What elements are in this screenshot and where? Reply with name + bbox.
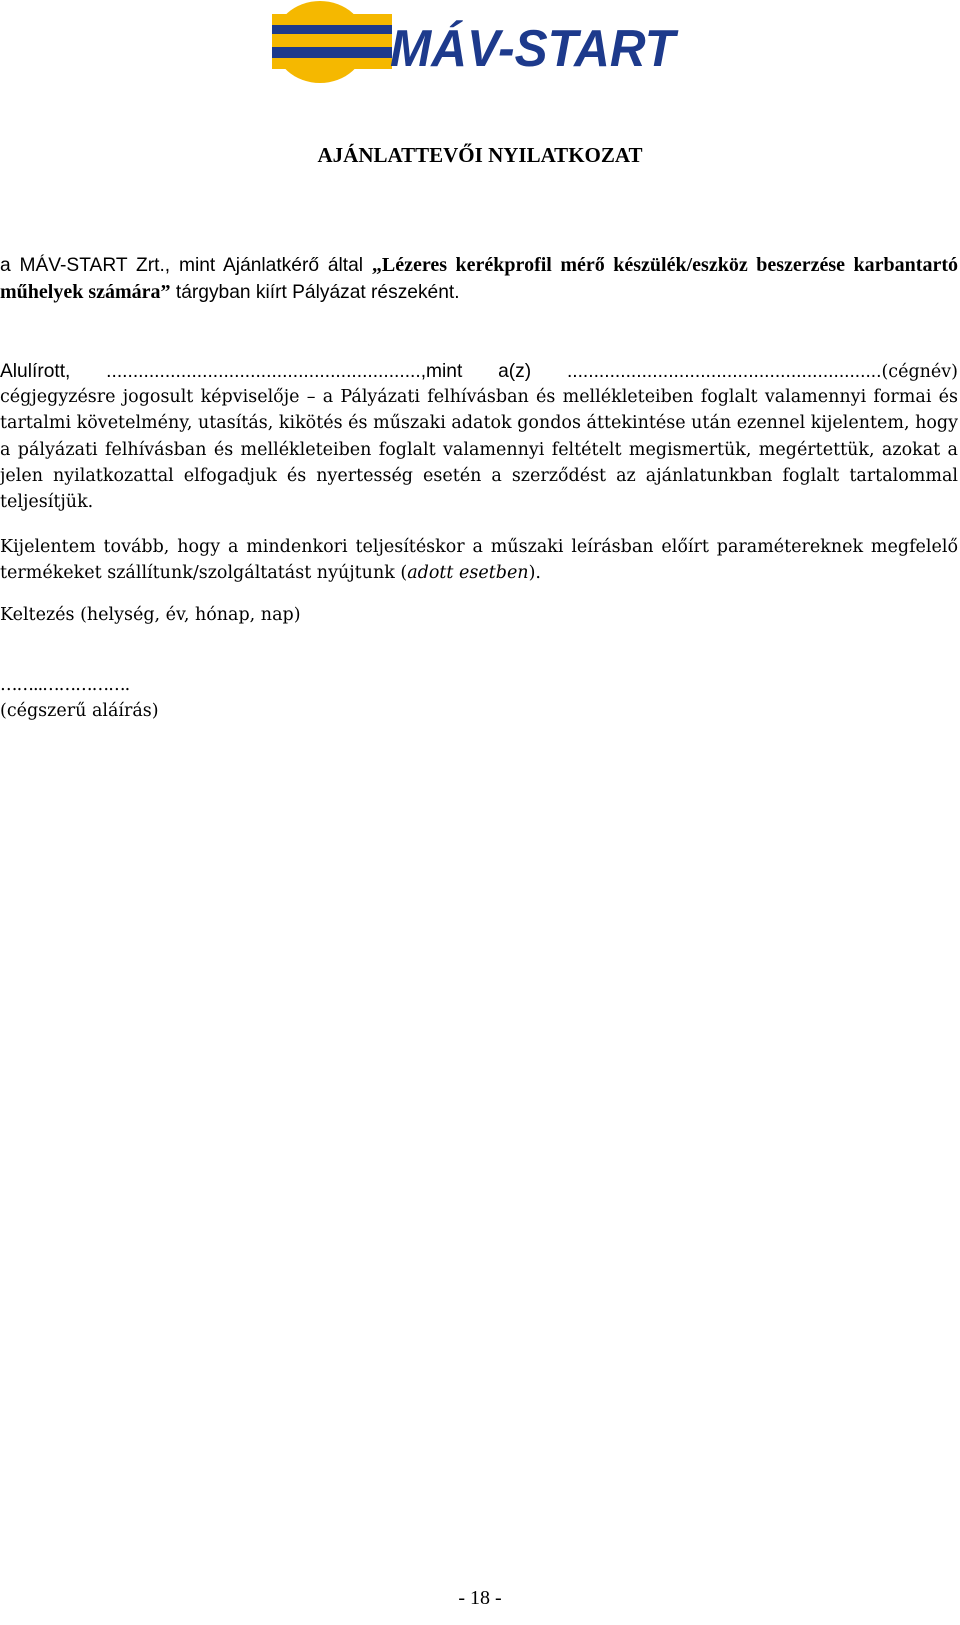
document-title: AJÁNLATTEVŐI NYILATKOZAT: [317, 143, 643, 167]
further-end: ).: [528, 563, 541, 584]
further-text: Kijelentem tovább, hogy a mindenkori teljesítéskor a műszaki leírásban előírt paramétereknek megfelelő termékeket szállítunk/szolgáltatást nyújtunk (: [0, 537, 958, 584]
logo-emblem-icon: [272, 0, 682, 90]
signature-dots: ……..…………….: [0, 675, 130, 695]
cegnev-label: (cégnév): [881, 362, 958, 382]
statement-paragraph: cégjegyzésre jogosult képviselője – a Pályázati felhívásban és mellékleteiben foglalt valamennyi formai és tartalmi követelmény, utasítás, kikötés és műszaki adatok gondos áttekintése után ezennel kijelentem, hogy a pályázati felhívásban és mellékleteiben foglalt valamennyi feltételt megismertük, megértettük, azokat a jelen nyilatkozattal elfogadjuk és nyertesség esetén a szerződést az ajánlatunkban foglalt tartalommal teljesítjük.: [0, 387, 958, 513]
alulirott-line: [0, 358, 958, 386]
alulirott-text: Alulírott, ...........................................................,mint a(z) ...........................................................: [0, 361, 882, 382]
intro-prefix: a MÁV-START Zrt., mint Ajánlatkérő által: [0, 255, 372, 276]
signature-label: (cégszerű aláírás): [0, 701, 159, 721]
logo-text: MÁV-START: [390, 20, 680, 78]
further-italic: adott esetben: [407, 563, 529, 584]
mav-start-logo: [272, 0, 682, 90]
intro-suffix: tárgyban kiírt Pályázat részeként.: [170, 282, 460, 303]
page-number: - 18 -: [458, 1587, 502, 1609]
intro-paragraph: [0, 252, 958, 306]
date-line: Keltezés (helység, év, hónap, nap): [0, 605, 301, 625]
further-paragraph: [0, 534, 958, 587]
intro-subject: „Lézeres kerékprofil mérő készülék/eszköz beszerzése karbantartó műhelyek számára”: [0, 254, 958, 303]
